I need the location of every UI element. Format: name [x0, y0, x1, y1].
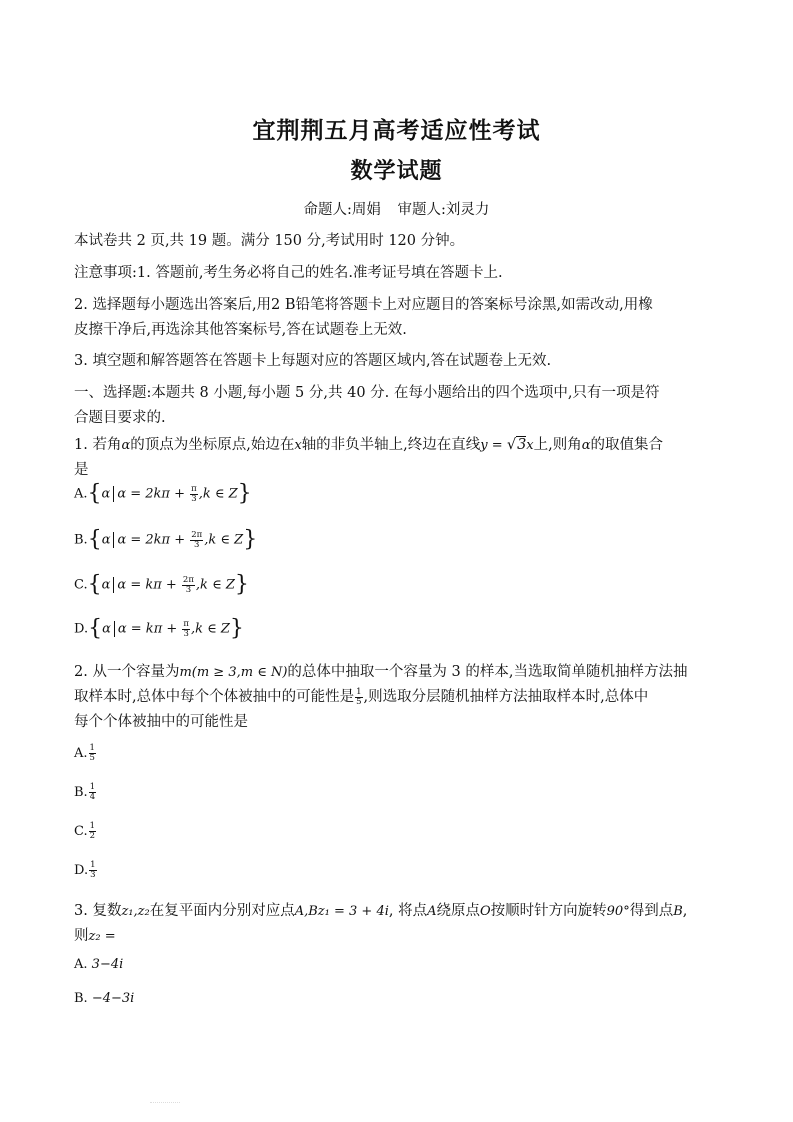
- fraction-denominator: 5: [89, 753, 95, 763]
- q3-z1-eq: z₁ = 3 + 4i: [317, 904, 389, 919]
- option-label: C.: [74, 824, 88, 839]
- q3-text: 则: [74, 928, 89, 944]
- sqrt-symbol: [507, 436, 526, 453]
- q3-text: 得到点: [629, 903, 674, 919]
- q2-text: 取样本时,总体中每个个体被抽中的可能性是: [74, 689, 355, 705]
- q3-degree: 90°: [606, 904, 630, 919]
- note-1: 注意事项:1. 答题前,考生务必将自己的姓名.准考证号填在答题卡上.: [74, 265, 503, 281]
- fraction-denominator: 3: [185, 584, 192, 595]
- question-2-stem: [74, 660, 724, 735]
- q3-text: ,: [682, 903, 688, 919]
- set-condition-tail: ,k ∈ Z: [204, 532, 244, 548]
- option-label: A.: [74, 746, 88, 761]
- set-condition-tail: ,k ∈ Z: [198, 486, 238, 502]
- left-brace: {: [88, 616, 103, 641]
- fraction-numerator: π: [183, 618, 189, 629]
- left-brace: {: [87, 572, 102, 597]
- q1-option-b: [74, 527, 258, 552]
- q1-line-eq-x: x: [526, 438, 534, 453]
- q3-text: 按顺时针方向旋转: [490, 903, 607, 919]
- option-fraction: [89, 861, 96, 880]
- fraction-numerator: π: [191, 483, 197, 494]
- set-variable: α: [101, 532, 111, 548]
- section-heading: [74, 381, 724, 431]
- q3-origin: O: [479, 904, 491, 919]
- right-brace: }: [243, 527, 258, 552]
- option-label: D.: [74, 621, 89, 637]
- set-condition-tail: ,k ∈ Z: [190, 621, 230, 637]
- q1-option-c: [74, 572, 249, 597]
- q1-x: x: [294, 438, 302, 453]
- q1-line-eq: y =: [480, 438, 507, 453]
- option-fraction: [190, 485, 198, 504]
- q3-option-a: [74, 955, 123, 975]
- option-label: D.: [74, 863, 89, 878]
- fraction-numerator: 2π: [182, 574, 194, 585]
- fraction-numerator: 1: [356, 686, 362, 697]
- fraction-denominator: 5: [356, 696, 362, 707]
- q2-option-b: [74, 783, 97, 803]
- exam-title: 宜荆荆五月高考适应性考试: [252, 118, 541, 144]
- fraction-numerator: 1: [89, 743, 95, 753]
- option-label: A.: [74, 957, 88, 972]
- question-2-line-c: 每个个体被抽中的可能性是: [74, 714, 248, 730]
- setter: 命题人:周娟: [303, 202, 381, 218]
- section-heading-line-a: 一、选择题:本题共 8 小题,每小题 5 分,共 40 分. 在每小题给出的四个选项中,只有一项是符: [74, 385, 660, 401]
- q2-option-c: [74, 822, 97, 842]
- option-fraction: [190, 531, 203, 550]
- left-brace: {: [87, 527, 102, 552]
- set-condition-tail: ,k ∈ Z: [195, 577, 235, 593]
- option-fraction: [182, 620, 190, 639]
- right-brace: }: [237, 481, 252, 506]
- set-bar: [114, 621, 115, 637]
- set-condition: α = 2kπ +: [117, 486, 190, 502]
- option-value: 3−4i: [91, 957, 124, 972]
- question-2-line-b: [74, 685, 724, 710]
- q1-text: 的顶点为坐标原点,始边在: [130, 437, 295, 453]
- q3-text: , 将点: [388, 903, 428, 919]
- q2-option-a: [74, 744, 97, 764]
- sqrt-radicand: 3: [517, 437, 527, 453]
- option-label: B.: [74, 785, 88, 800]
- note-2: [74, 293, 724, 343]
- authors-line: [0, 198, 793, 219]
- q3-point-a: A: [427, 904, 437, 919]
- set-variable: α: [102, 621, 111, 637]
- exam-subtitle: 数学试题: [350, 159, 443, 184]
- question-3-line-a: [74, 899, 724, 924]
- sqrt-sign: √: [506, 437, 517, 453]
- q3-text: 在复平面内分别对应点: [149, 903, 295, 919]
- set-variable: α: [101, 577, 111, 593]
- q2-m-expr: m(m ≥ 3,m ∈ N): [179, 665, 288, 680]
- option-fraction: [89, 744, 96, 763]
- fraction-numerator: 2π: [191, 529, 203, 540]
- option-label: B.: [74, 532, 88, 548]
- footer-mark: [150, 1102, 180, 1104]
- note-2-line-b: 皮擦干净后,再选涂其他答案标号,答在试题卷上无效.: [74, 322, 407, 338]
- q3-points: A,B: [294, 904, 318, 919]
- option-fraction: [89, 783, 96, 802]
- question-1-line-a: [74, 433, 724, 458]
- question-1-stem: [74, 433, 724, 483]
- q3-z12: z₁,z₂: [121, 904, 150, 919]
- q2-text: ,则选取分层随机抽样方法抽取样本时,总体中: [363, 689, 649, 705]
- option-fraction: [89, 822, 96, 841]
- fraction-denominator: 4: [89, 792, 96, 802]
- question-3-line-b: [74, 924, 724, 949]
- set-condition: α = kπ +: [117, 621, 182, 637]
- q1-text: 1. 若角: [74, 437, 122, 453]
- fraction-denominator: 2: [89, 831, 96, 841]
- q1-text: 轴的非负半轴上,终边在直线: [301, 437, 481, 453]
- option-label: B.: [74, 991, 88, 1006]
- set-condition: α = kπ +: [117, 577, 181, 593]
- question-2-line-a: [74, 660, 724, 685]
- question-1-line-b: 是: [74, 462, 89, 478]
- q3-text: 绕原点: [436, 903, 480, 919]
- set-condition: α = 2kπ +: [117, 532, 190, 548]
- note-2-line-a: 2. 选择题每小题选出答案后,用2 B铅笔将答题卡上对应题目的答案标号涂黑,如需改动,用橡: [74, 297, 653, 313]
- note-3: 3. 填空题和解答题答在答题卡上每题对应的答题区域内,答在试题卷上无效.: [74, 353, 552, 369]
- right-brace: }: [229, 616, 244, 641]
- set-bar: [113, 486, 114, 502]
- q2-text: 2. 从一个容量为: [74, 664, 180, 680]
- q1-option-a: [74, 481, 252, 506]
- fraction-denominator: 3: [194, 539, 200, 550]
- q2-text: 的总体中抽取一个容量为 3 的样本,当选取简单随机抽样方法抽: [287, 664, 688, 680]
- fraction-numerator: 1: [90, 860, 96, 870]
- q2-option-d: [74, 861, 98, 881]
- fraction-numerator: 1: [89, 821, 96, 831]
- reviewer: 审题人:刘灵力: [397, 202, 490, 218]
- q3-text: 3. 复数: [74, 903, 122, 919]
- fraction-numerator: 1: [89, 782, 96, 792]
- q1-option-d: [74, 616, 244, 641]
- q3-z2-eq: z₂ =: [88, 929, 116, 944]
- fraction-denominator: 3: [90, 870, 96, 880]
- fraction-denominator: 3: [191, 493, 197, 504]
- left-brace: {: [87, 481, 102, 506]
- q1-alpha: α: [581, 438, 591, 453]
- q3-option-b: [74, 989, 134, 1009]
- option-value: −4−3i: [91, 991, 135, 1006]
- q3-point-b: B: [673, 904, 683, 919]
- option-label: A.: [74, 486, 88, 502]
- set-variable: α: [101, 486, 111, 502]
- q1-text: 的取值集合: [590, 437, 664, 453]
- fraction-denominator: 3: [183, 628, 189, 639]
- option-label: C.: [74, 577, 88, 593]
- q2-fraction: [355, 688, 362, 707]
- intro-line: 本试卷共 2 页,共 19 题。满分 150 分,考试用时 120 分钟。: [74, 233, 465, 249]
- set-bar: [113, 577, 114, 593]
- question-3-stem: [74, 899, 724, 949]
- set-bar: [113, 532, 114, 548]
- q1-text: 上,则角: [533, 437, 582, 453]
- section-heading-line-b: 合题目要求的.: [74, 410, 166, 426]
- q1-alpha: α: [121, 438, 131, 453]
- right-brace: }: [234, 572, 249, 597]
- option-fraction: [182, 576, 195, 595]
